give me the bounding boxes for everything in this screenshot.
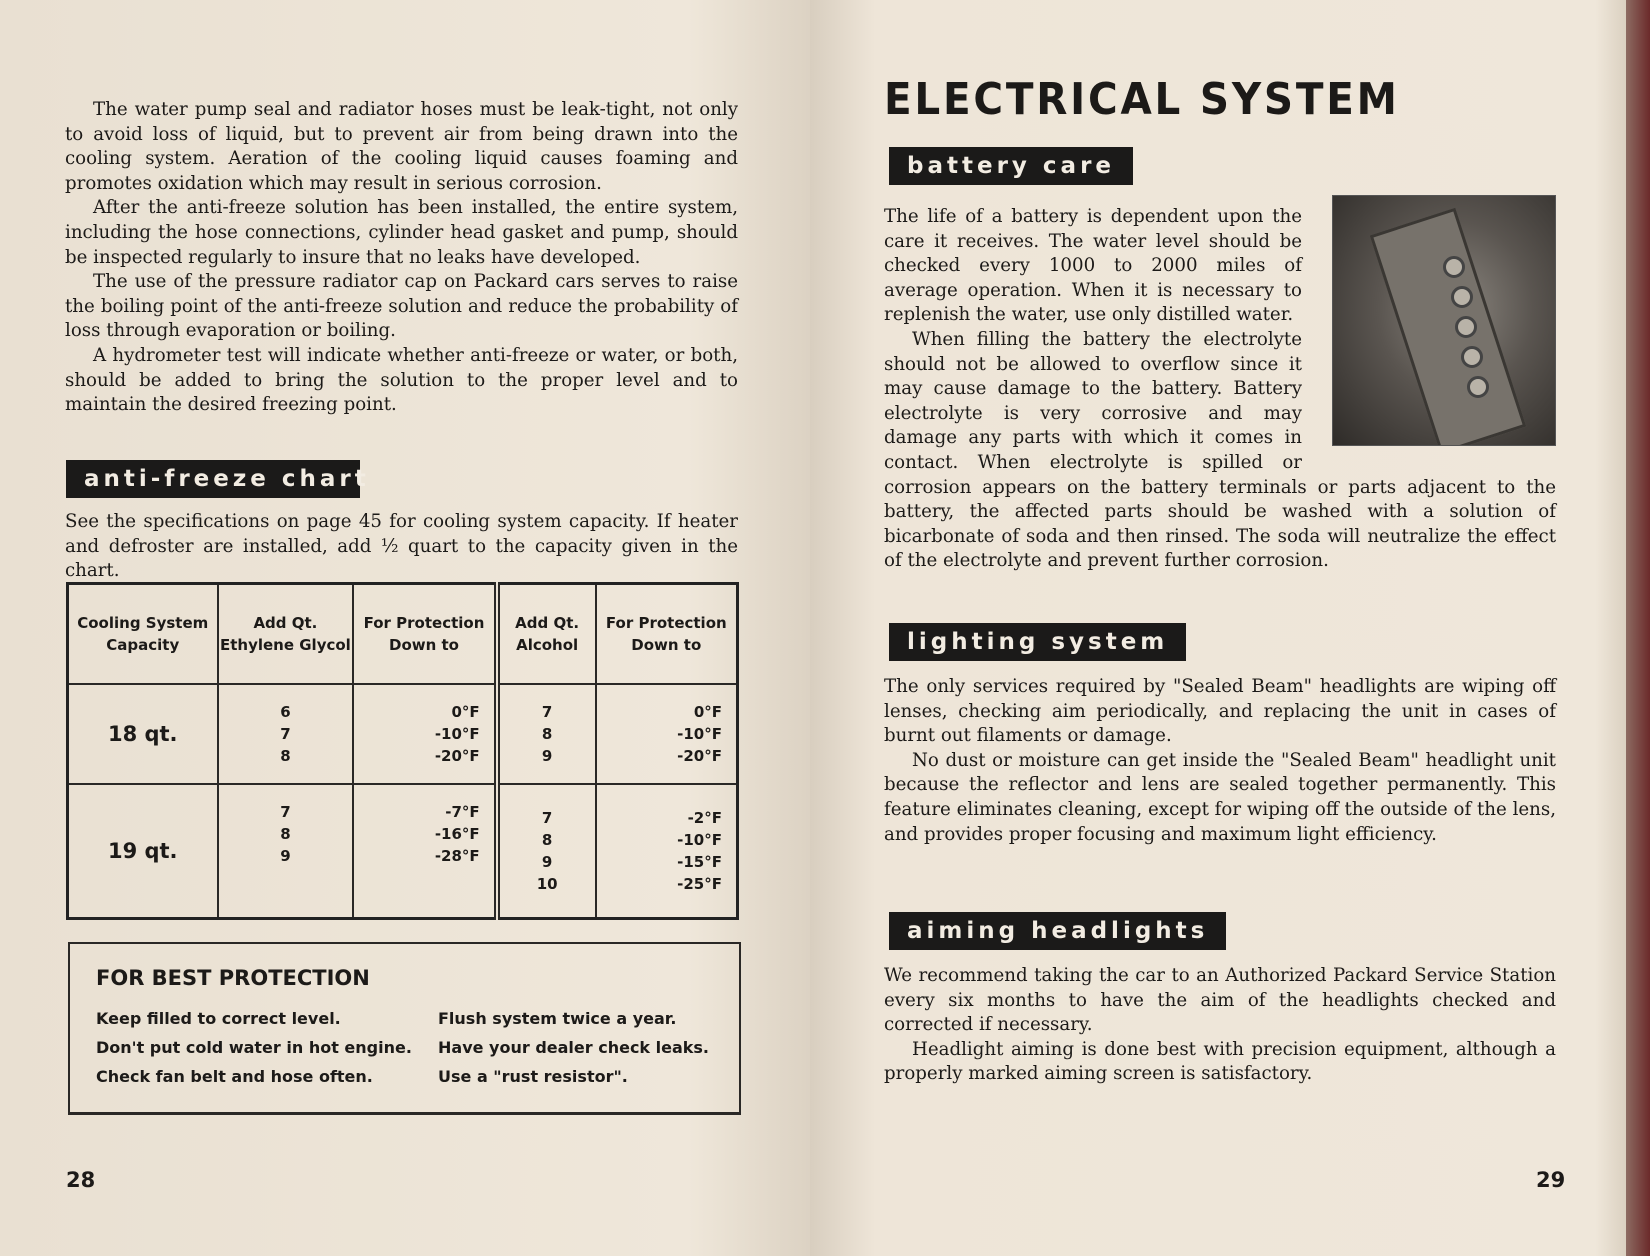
section-heading-battery-care: battery care [889,147,1133,185]
column-header: Add Qt. Ethylene Glycol [218,584,354,684]
table-row [68,784,738,918]
chart-intro [65,510,738,584]
column-header: For Protection Down to [596,584,738,684]
battery-text [884,205,1556,574]
left-page [0,0,810,1256]
tip: Don't put cold water in hot engine. [96,1038,412,1057]
protection-title: FOR BEST PROTECTION [96,966,370,990]
table-row [68,684,738,785]
best-protection-box [68,942,741,1115]
paragraph: The only services required by "Sealed Beam" headlights are wiping off lenses, checking aim periodically, and replacing the unit in cases of burnt out filaments or damage. [884,676,1556,747]
alcohol-temp-cell: -2°F -10°F -15°F -25°F [596,784,738,918]
section-heading-lighting-system: lighting system [889,623,1186,661]
paragraph: No dust or moisture can get inside the "Sealed Beam" headlight unit because the reflector and lens are sealed together permanently. This feature eliminates cleaning, except for wiping off the outside of the lens, and provides proper focusing and maximum light efficiency. [884,749,1556,845]
paragraph: The use of the pressure radiator cap on Packard cars serves to raise the boiling point of the anti-freeze solution and reduce the probability of loss through evaporation or boiling. [65,271,738,342]
glycol-temp-cell: 0°F -10°F -20°F [353,684,496,785]
glycol-cell: 6 7 8 [218,684,354,785]
page-title: ELECTRICAL SYSTEM [884,74,1400,125]
column-header: For Protection Down to [353,584,496,684]
alcohol-temp-cell: 0°F -10°F -20°F [596,684,738,785]
paragraph: When filling the battery the electrolyte should not be allowed to overflow since it may cause damage to the battery. Battery electrolyte is very corrosive and may damage any parts with which it comes in contact. When electrolyte is spilled or corrosion appears on the battery terminals or parts adjacent to the battery, the affected parts should be washed with a solution of bicarbonate of soda and then rinsed. The soda will neutralize the effect of the electrolyte and prevent further corrosion. [884,328,1556,572]
right-page [810,0,1628,1256]
tip: Flush system twice a year. [438,1009,677,1028]
tip: Keep filled to correct level. [96,1009,341,1028]
lighting-text [884,675,1556,847]
paragraph: The water pump seal and radiator hoses must be leak-tight, not only to avoid loss of liquid, but to prevent air from being drawn into the cooling system. Aeration of the cooling liquid causes foaming and promotes oxidation which may result in serious corrosion. [65,99,738,194]
tip: Use a "rust resistor". [438,1067,628,1086]
capacity-cell: 18 qt. [68,684,218,785]
column-header: Add Qt. Alcohol [497,584,596,684]
alcohol-cell: 7 8 9 [497,684,596,785]
paragraph: We recommend taking the car to an Authorized Packard Service Station every six months to have the aim of the headlights checked and corrected if necessary. [884,965,1556,1036]
book-cover-edge [1626,0,1650,1256]
table-header-row [68,584,738,684]
tip: Have your dealer check leaks. [438,1038,710,1057]
paragraph: See the specifications on page 45 for cooling system capacity. If heater and defroster are installed, add ½ quart to the capacity given in the chart. [65,511,738,582]
column-header: Cooling System Capacity [68,584,218,684]
battery-photo [1332,195,1556,446]
paragraph: Headlight aiming is done best with precision equipment, although a properly marked aiming screen is satisfactory. [884,1038,1556,1085]
tip: Check fan belt and hose often. [96,1067,373,1086]
paragraph: After the anti-freeze solution has been installed, the entire system, including the hose connections, cylinder head gasket and pump, should be inspected regularly to insure that no leaks have developed. [65,197,738,268]
anti-freeze-table [66,582,739,920]
alcohol-cell: 7 8 9 10 [497,784,596,918]
section-heading-anti-freeze-chart: anti-freeze chart [66,460,360,498]
section-heading-aiming-headlights: aiming headlights [889,912,1226,950]
glycol-cell: 7 8 9 [218,784,354,918]
paragraph: A hydrometer test will indicate whether anti-freeze or water, or both, should be added to bring the solution to the proper level and to maintain the desired freezing point. [65,344,738,416]
aiming-text [884,964,1556,1087]
page-number: 28 [66,1168,96,1192]
page-number: 29 [1536,1168,1566,1192]
glycol-temp-cell: -7°F -16°F -28°F [353,784,496,918]
capacity-cell: 19 qt. [68,784,218,918]
paragraph: The life of a battery is dependent upon the care it receives. The water level should be checked every 1000 to 2000 miles of average operation. When it is necessary to replenish the water, use only distilled water. [884,206,1302,326]
cooling-text [65,98,738,418]
